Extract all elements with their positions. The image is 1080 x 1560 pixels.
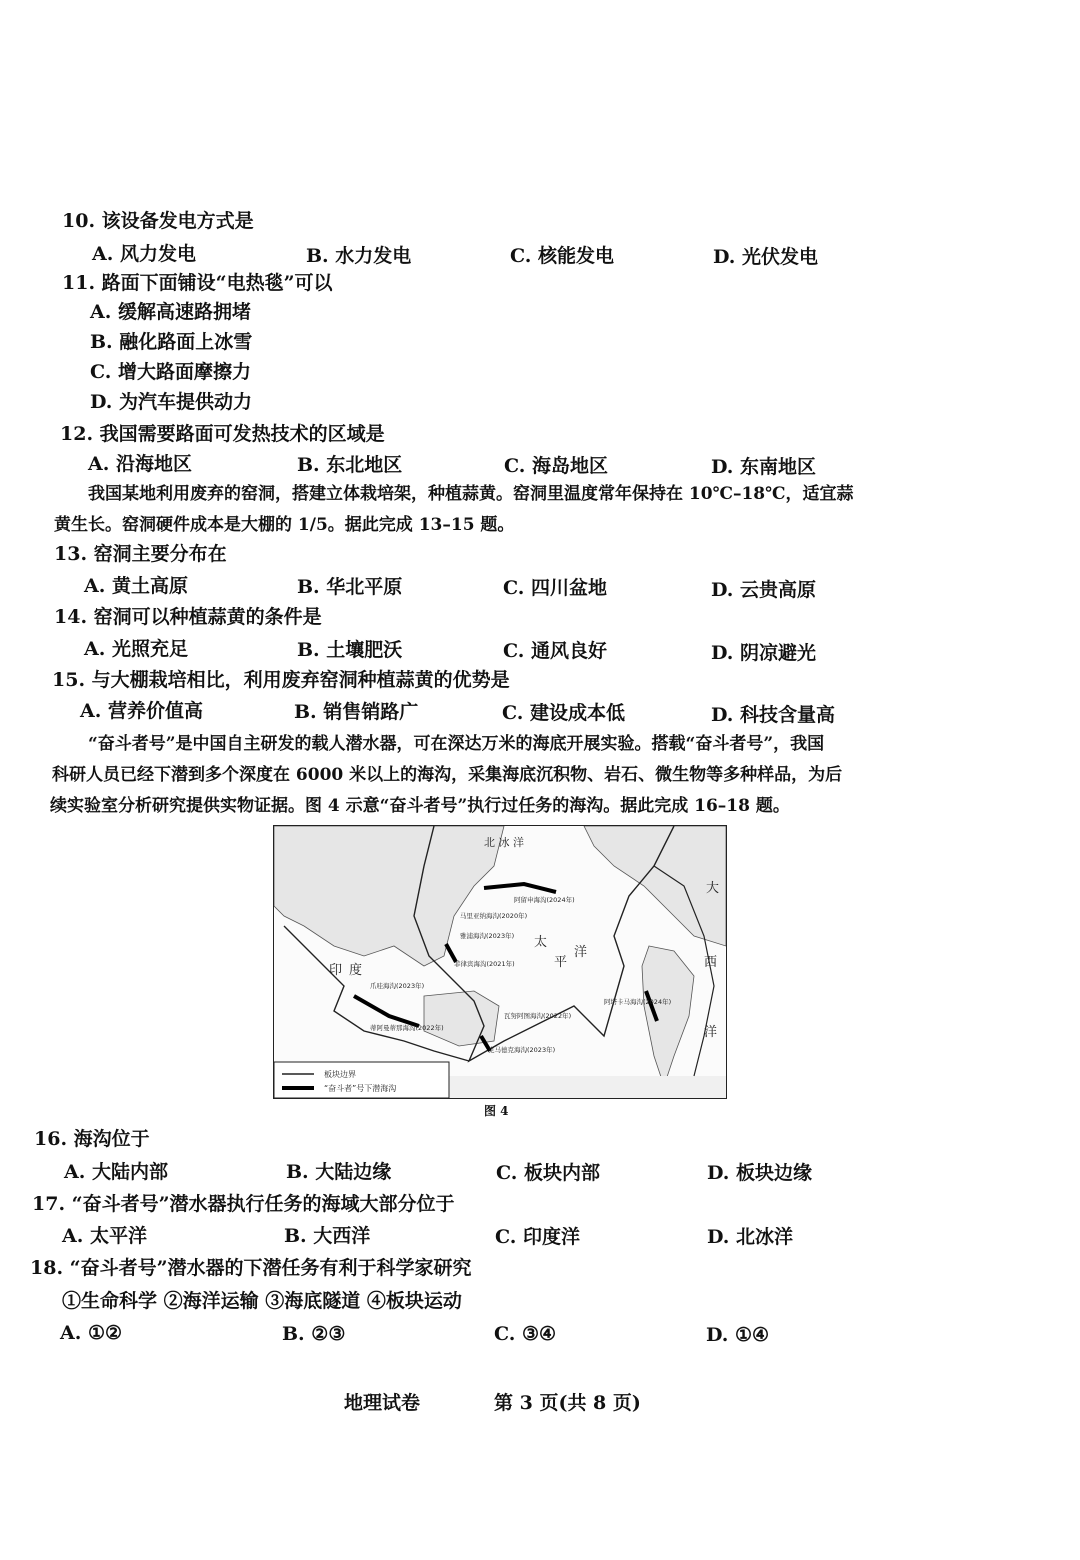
q11-option-c[interactable]: C. 增大路面摩擦力 <box>90 361 252 383</box>
question-14-stem: 14. 窑洞可以种植蒜黄的条件是 <box>54 606 322 628</box>
question-10-stem: 10. 该设备发电方式是 <box>62 210 254 232</box>
label-atlantic-1: 大 <box>706 881 720 896</box>
q18-option-c[interactable]: C. ③④ <box>494 1323 557 1345</box>
q17-option-d[interactable]: D. 北冰洋 <box>707 1226 794 1248</box>
q12-option-a[interactable]: A. 沿海地区 <box>88 453 192 475</box>
q14-option-a[interactable]: A. 光照充足 <box>84 638 188 660</box>
q18-option-a[interactable]: A. ①② <box>60 1322 123 1344</box>
q12-option-c[interactable]: C. 海岛地区 <box>504 455 609 477</box>
trench-map <box>274 826 726 1098</box>
q10-option-a[interactable]: A. 风力发电 <box>92 243 196 265</box>
passage-1-line-1: 我国某地利用废弃的窑洞，搭建立体栽培架，种植蒜黄。窑洞里温度常年保持在 10℃–18℃，适宜蒜 <box>88 484 854 504</box>
trench-aleutian <box>484 884 556 892</box>
label-arctic-ocean: 北 冰 洋 <box>484 836 524 849</box>
label-trench-philippine: 菲律宾海沟(2021年) <box>454 960 515 968</box>
q13-option-c[interactable]: C. 四川盆地 <box>503 577 608 599</box>
q10-option-d[interactable]: D. 光伏发电 <box>713 246 819 268</box>
label-pacific-1: 太 <box>534 935 548 950</box>
passage-1-line-2: 黄生长。窑洞硬件成本是大棚的 1/5。据此完成 13–15 题。 <box>54 515 515 535</box>
question-17-stem: 17. “奋斗者号”潜水器执行任务的海域大部分位于 <box>32 1193 455 1215</box>
q17-option-c[interactable]: C. 印度洋 <box>495 1226 581 1248</box>
passage-2-line-3: 续实验室分析研究提供实物证据。图 4 示意“奋斗者号”执行过任务的海沟。据此完成 16–18 题。 <box>50 796 790 816</box>
q16-option-d[interactable]: D. 板块边缘 <box>707 1162 813 1184</box>
label-trench-aleutian: 阿留申海沟(2024年) <box>514 896 575 904</box>
question-16-stem: 16. 海沟位于 <box>34 1128 150 1150</box>
q15-option-b[interactable]: B. 销售销路广 <box>294 701 419 723</box>
legend-trench-label: “奋斗者”号下潜海沟 <box>324 1084 397 1093</box>
q11-option-b[interactable]: B. 融化路面上冰雪 <box>90 331 253 353</box>
q15-option-a[interactable]: A. 营养价值高 <box>80 700 203 722</box>
label-trench-mariana: 马里亚纳海沟(2020年) <box>460 912 528 920</box>
label-indian-2: 度 <box>349 963 363 978</box>
q18-option-b[interactable]: B. ②③ <box>282 1323 346 1345</box>
q16-option-b[interactable]: B. 大陆边缘 <box>286 1161 392 1183</box>
q17-option-b[interactable]: B. 大西洋 <box>284 1225 371 1247</box>
label-trench-atacama: 阿塔卡马海沟(2024年) <box>604 998 672 1006</box>
q15-option-d[interactable]: D. 科技含量高 <box>711 704 836 726</box>
label-trench-vanuatu: 瓦努阿图海沟(2022年) <box>504 1012 572 1020</box>
label-trench-diamantina: 蒂阿曼蒂那海沟(2022年) <box>370 1024 444 1032</box>
q14-option-d[interactable]: D. 阴凉避光 <box>711 642 817 664</box>
trench-map-figure <box>273 825 727 1099</box>
label-trench-yap: 雅浦海沟(2023年) <box>460 932 515 940</box>
passage-2-line-2: 科研人员已经下潜到多个深度在 6000 米以上的海沟，采集海底沉积物、岩石、微生物等多种样品，为后 <box>52 765 843 785</box>
label-pacific-3: 洋 <box>574 945 588 960</box>
figure-4-caption: 图 4 <box>484 1104 509 1118</box>
label-trench-kermadec: 克马德克海沟(2023年) <box>488 1046 556 1054</box>
q10-option-b[interactable]: B. 水力发电 <box>306 245 412 267</box>
q17-option-a[interactable]: A. 太平洋 <box>62 1225 147 1247</box>
q13-option-b[interactable]: B. 华北平原 <box>297 576 403 598</box>
q15-option-c[interactable]: C. 建设成本低 <box>502 702 626 724</box>
q12-option-b[interactable]: B. 东北地区 <box>297 454 403 476</box>
q11-option-a[interactable]: A. 缓解高速路拥堵 <box>90 301 251 323</box>
label-atlantic-2: 西 <box>704 955 718 970</box>
asia-landmass <box>274 826 504 966</box>
trench-java <box>354 996 419 1026</box>
question-13-stem: 13. 窑洞主要分布在 <box>54 543 227 565</box>
q13-option-d[interactable]: D. 云贵高原 <box>711 579 817 601</box>
legend-plate-boundary-label: 板块边界 <box>324 1070 356 1079</box>
footer-page-number: 第 3 页(共 8 页) <box>494 1392 641 1414</box>
q14-option-c[interactable]: C. 通风良好 <box>503 640 608 662</box>
question-15-stem: 15. 与大棚栽培相比，利用废弃窑洞种植蒜黄的优势是 <box>52 669 510 691</box>
question-18-stem: 18. “奋斗者号”潜水器的下潜任务有利于科学家研究 <box>30 1257 472 1279</box>
q16-option-c[interactable]: C. 板块内部 <box>496 1162 601 1184</box>
passage-2-line-1: “奋斗者号”是中国自主研发的载人潜水器，可在深达万米的海底开展实验。搭载“奋斗者号”，我国 <box>88 734 825 754</box>
q10-option-c[interactable]: C. 核能发电 <box>510 245 615 267</box>
label-atlantic-3: 洋 <box>704 1025 718 1040</box>
label-pacific-2: 平 <box>554 955 568 970</box>
footer-title: 地理试卷 <box>344 1392 421 1414</box>
q13-option-a[interactable]: A. 黄土高原 <box>84 575 188 597</box>
q11-option-d[interactable]: D. 为汽车提供动力 <box>90 391 253 413</box>
q18-items: ①生命科学 ②海洋运输 ③海底隧道 ④板块运动 <box>62 1290 462 1312</box>
label-indian-1: 印 <box>329 963 343 978</box>
q12-option-d[interactable]: D. 东南地区 <box>711 456 817 478</box>
north-america-landmass <box>584 826 726 946</box>
q16-option-a[interactable]: A. 大陆内部 <box>64 1161 168 1183</box>
question-12-stem: 12. 我国需要路面可发热技术的区域是 <box>60 423 385 445</box>
q18-option-d[interactable]: D. ①④ <box>706 1324 770 1346</box>
australia-landmass <box>424 991 499 1046</box>
label-trench-java: 爪哇海沟(2023年) <box>370 982 425 990</box>
south-america-landmass <box>642 946 694 1086</box>
question-11-stem: 11. 路面下面铺设“电热毯”可以 <box>62 272 333 294</box>
q14-option-b[interactable]: B. 土壤肥沃 <box>297 639 403 661</box>
